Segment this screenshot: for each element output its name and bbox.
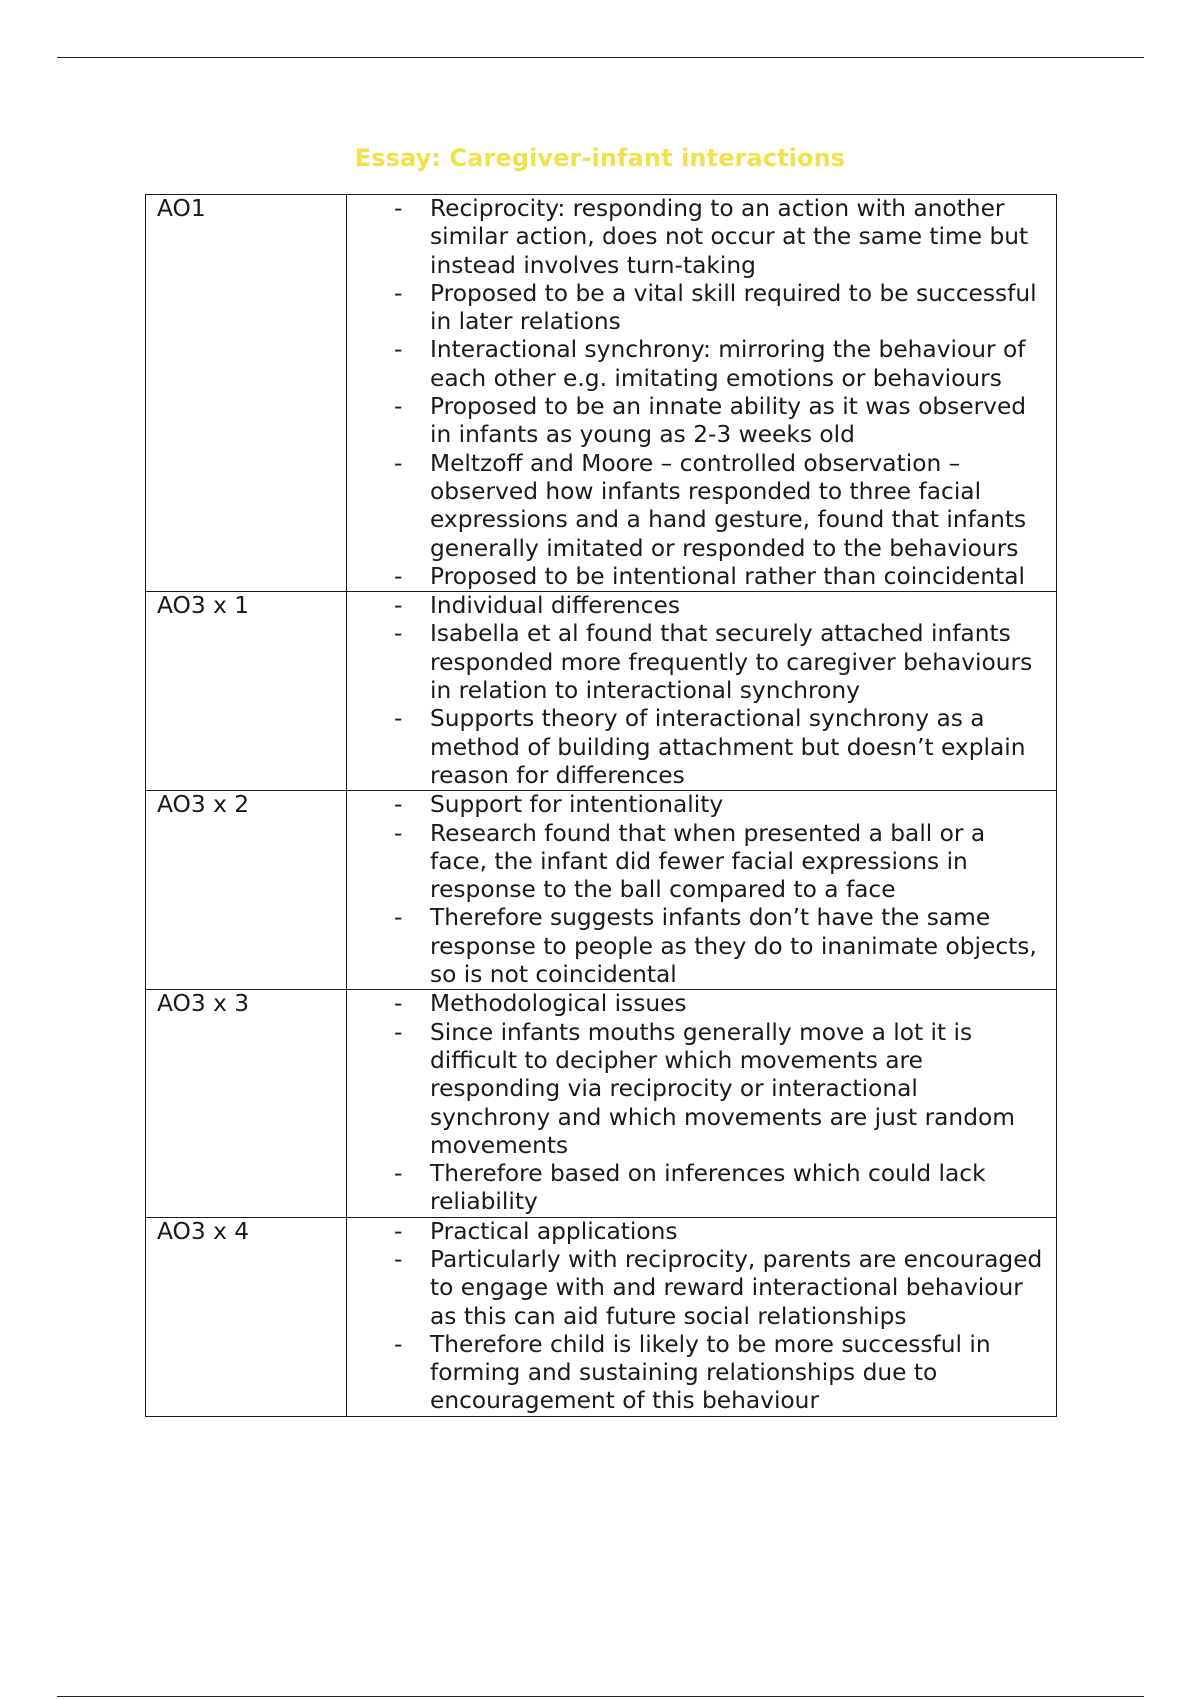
essay-plan-table bbox=[145, 194, 1057, 1417]
bullet-dash: - bbox=[394, 1018, 403, 1046]
list-item bbox=[347, 705, 1044, 790]
bullet-text: Practical applications bbox=[430, 1217, 678, 1245]
list-item bbox=[347, 990, 1044, 1018]
list-item bbox=[347, 1246, 1044, 1331]
essay-title: Essay: Caregiver-infant interactions bbox=[354, 144, 846, 172]
bullet-text: Therefore suggests infants don’t have the same response to people as they do to inanimate objects, so is not coincidental bbox=[430, 904, 1037, 989]
bullet-text: Interactional synchrony: mirroring the behaviour of each other e.g. imitating emotions or behaviours bbox=[430, 336, 1026, 392]
list-item bbox=[347, 280, 1044, 337]
bullet-text: Since infants mouths generally move a lot it is difficult to decipher which movements are responding via reciprocity or interactional synchrony and which movements are just random movements bbox=[430, 1018, 1015, 1159]
bullet-text: Individual differences bbox=[430, 592, 680, 620]
list-item bbox=[347, 1160, 1044, 1217]
list-item bbox=[347, 563, 1044, 591]
list-item bbox=[347, 904, 1044, 989]
bullet-dash: - bbox=[394, 990, 403, 1018]
list-item bbox=[347, 1331, 1044, 1416]
bullet-dash: - bbox=[394, 819, 403, 847]
essay-plan-rows bbox=[146, 195, 1057, 1417]
page-bottom-rule bbox=[57, 1696, 1144, 1697]
bullet-dash: - bbox=[394, 791, 403, 819]
row-label: AO1 bbox=[146, 195, 347, 592]
bullet-dash: - bbox=[394, 195, 403, 222]
row-label: AO3 x 2 bbox=[146, 791, 347, 990]
bullet-dash: - bbox=[394, 705, 403, 733]
row-label: AO3 x 4 bbox=[146, 1217, 347, 1416]
bullet-text: Particularly with reciprocity, parents are encouraged to engage with and reward interactional behaviour as this can aid future social relationships bbox=[430, 1245, 1043, 1330]
list-item bbox=[347, 791, 1044, 819]
row-content bbox=[347, 592, 1057, 791]
table-row bbox=[146, 195, 1057, 592]
bullet-list bbox=[347, 791, 1044, 989]
table-row bbox=[146, 592, 1057, 791]
table-row bbox=[146, 990, 1057, 1217]
bullet-dash: - bbox=[394, 1217, 403, 1245]
bullet-dash: - bbox=[394, 279, 403, 307]
bullet-dash: - bbox=[394, 592, 403, 620]
bullet-dash: - bbox=[394, 393, 403, 421]
row-content bbox=[347, 791, 1057, 990]
bullet-text: Isabella et al found that securely attached infants responded more frequently to caregiver behaviours in relation to interactional synchrony bbox=[430, 620, 1033, 705]
list-item bbox=[347, 393, 1044, 450]
bullet-text: Meltzoff and Moore – controlled observation – observed how infants responded to three facial expressions and a hand gesture, found that infants generally imitated or responded to the behaviours bbox=[430, 449, 1027, 562]
bullet-dash: - bbox=[394, 336, 403, 364]
row-content bbox=[347, 195, 1057, 592]
bullet-text: Proposed to be a vital skill required to be successful in later relations bbox=[430, 279, 1037, 336]
bullet-dash: - bbox=[394, 449, 403, 477]
list-item bbox=[347, 1019, 1044, 1160]
bullet-dash: - bbox=[394, 1245, 403, 1273]
list-item bbox=[347, 195, 1044, 280]
bullet-list bbox=[347, 990, 1044, 1216]
bullet-list bbox=[347, 195, 1044, 591]
bullet-dash: - bbox=[394, 620, 403, 648]
list-item bbox=[347, 620, 1044, 705]
bullet-text: Reciprocity: responding to an action with another similar action, does not occur at the same time but instead involves turn-taking bbox=[430, 195, 1029, 279]
bullet-dash: - bbox=[394, 1160, 403, 1188]
table-row bbox=[146, 791, 1057, 990]
list-item bbox=[347, 1218, 1044, 1246]
bullet-text: Research found that when presented a ball or a face, the infant did fewer facial expressions in response to the ball compared to a face bbox=[430, 819, 986, 904]
table-row bbox=[146, 1217, 1057, 1416]
bullet-dash: - bbox=[394, 904, 403, 932]
list-item bbox=[347, 336, 1044, 393]
bullet-text: Therefore child is likely to be more successful in forming and sustaining relationships due to encouragement of this behaviour bbox=[430, 1330, 991, 1415]
bullet-list bbox=[347, 1218, 1044, 1416]
list-item bbox=[347, 450, 1044, 563]
bullet-text: Methodological issues bbox=[430, 990, 687, 1018]
page-top-rule bbox=[57, 57, 1144, 58]
bullet-text: Supports theory of interactional synchrony as a method of building attachment but doesn’t explain reason for differences bbox=[430, 705, 1026, 789]
bullet-text: Proposed to be an innate ability as it was observed in infants as young as 2-3 weeks old bbox=[430, 393, 1027, 449]
row-label: AO3 x 1 bbox=[146, 592, 347, 791]
bullet-text: Therefore based on inferences which could lack reliability bbox=[430, 1160, 986, 1216]
list-item bbox=[347, 820, 1044, 905]
row-label: AO3 x 3 bbox=[146, 990, 347, 1217]
row-content bbox=[347, 1217, 1057, 1416]
bullet-text: Support for intentionality bbox=[430, 791, 724, 819]
list-item bbox=[347, 592, 1044, 620]
bullet-text: Proposed to be intentional rather than coincidental bbox=[430, 562, 1026, 590]
bullet-dash: - bbox=[394, 1330, 403, 1358]
bullet-dash: - bbox=[394, 562, 403, 590]
row-content bbox=[347, 990, 1057, 1217]
bullet-list bbox=[347, 592, 1044, 790]
